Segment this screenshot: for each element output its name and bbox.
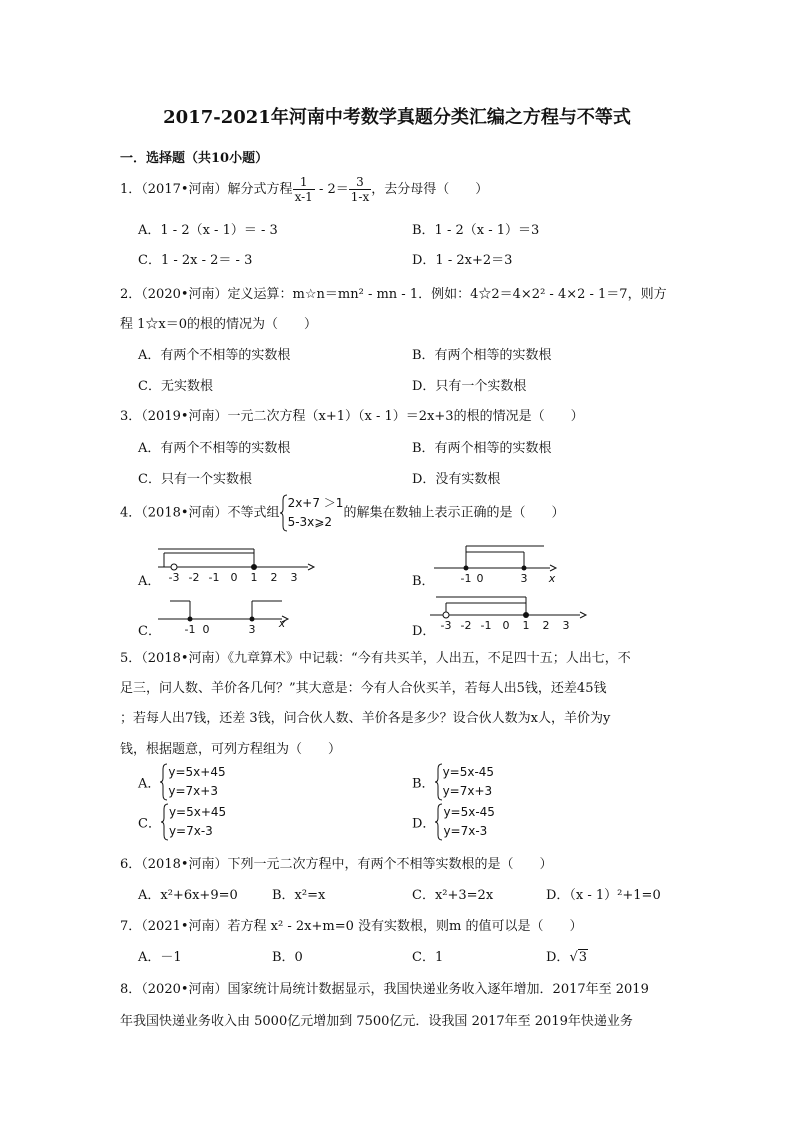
page-title: 2017-2021年河南中考数学真题分类汇编之方程与不等式	[163, 107, 631, 128]
option-b: B．有两个相等的实数根	[412, 348, 552, 363]
tick-label: 0	[202, 623, 210, 636]
tick-label: -3	[168, 571, 180, 584]
tick-label: 1	[522, 619, 530, 632]
question-stem: 定义运算：m☆n＝mn² - mn - 1．例如：4☆2＝4×2² - 4×2 - 1＝7，则方	[227, 287, 667, 302]
tick-label: -2	[460, 619, 472, 632]
tick-label: 2	[270, 571, 278, 584]
axis-variable: x	[278, 617, 286, 630]
equation-system: y=5x+45 y=7x+3	[160, 763, 225, 801]
option-a: A．有两个不相等的实数根	[138, 441, 291, 456]
question-5	[120, 647, 631, 666]
tick-label: 0	[476, 572, 484, 584]
question-number: 7．	[120, 919, 142, 934]
option-a: A．有两个不相等的实数根	[138, 348, 291, 363]
tick-label: 1	[250, 571, 258, 584]
question-stem: 一元二次方程（x+1）（x - 1）＝2x+3的根的情况是（ ）	[227, 409, 584, 424]
tick-label: -2	[188, 571, 200, 584]
square-root: √3	[569, 950, 588, 965]
option-b: B．x²=x	[272, 888, 326, 903]
option-d: D．√3	[546, 950, 588, 965]
tick-label: 2	[542, 619, 550, 632]
question-2-line-2: 程 1☆x＝0的根的情况为（ ）	[120, 317, 318, 332]
section-heading: 一．选择题（共10小题）	[120, 151, 269, 166]
question-source: （2018•河南）	[141, 857, 228, 872]
tick-label: -1	[480, 619, 492, 632]
question-2	[120, 283, 667, 302]
question-6	[120, 853, 553, 872]
number-line-a	[156, 545, 316, 585]
question-source: （2020•河南）	[141, 287, 228, 302]
option-b: B． y=5x-45 y=7x+3	[412, 763, 494, 801]
question-7	[120, 915, 582, 934]
question-source: （2020•河南）	[141, 982, 228, 997]
number-line-b	[432, 540, 562, 584]
question-5-line-4: 钱，根据题意，可列方程组为（ ）	[120, 742, 342, 757]
inequality-system: 2x+7 ＞1 5-3x⩾2	[280, 494, 344, 532]
question-5-line-3: ；若每人出7钱，还差 3钱，问合伙人数、羊价各是多少？设合伙人数为x人，羊价为y	[120, 711, 611, 726]
question-source: （2017•河南）	[141, 182, 228, 197]
option-c: C．x²+3=2x	[412, 888, 494, 903]
option-c: C．1	[412, 950, 444, 965]
question-8	[120, 978, 649, 997]
question-source: （2018•河南）	[141, 505, 228, 521]
option-b: B．	[412, 574, 435, 589]
question-stem: 不等式组	[227, 505, 280, 521]
option-b: B．1 - 2（x - 1）＝3	[412, 223, 540, 238]
tick-label: 3	[248, 623, 256, 636]
question-1: 1．（2017•河南）解分式方程 $\frac{1}{x-1}$ - 2＝ $\frac{3}{1-x}$ ，去分母得（ ）	[120, 175, 489, 204]
option-d: D．1 - 2x+2＝3	[412, 253, 513, 268]
option-a: A．	[138, 574, 161, 589]
question-stem: 若方程 x² - 2x+m=0 没有实数根，则m 的值可以是（ ）	[227, 919, 583, 934]
question-source: （2019•河南）	[141, 409, 228, 424]
brace-icon	[435, 803, 443, 841]
question-stem: 解分式方程	[227, 182, 293, 197]
question-number: 4．	[120, 505, 142, 521]
tick-label: 3	[562, 619, 570, 632]
question-number: 8．	[120, 982, 142, 997]
question-source: （2018•河南）	[141, 651, 228, 666]
option-c: C．1 - 2x - 2＝ - 3	[138, 253, 253, 268]
question-number: 6．	[120, 857, 142, 872]
option-c: C．无实数根	[138, 379, 213, 394]
option-d: D．（x - 1）²+1=0	[546, 888, 661, 903]
option-b: B．0	[272, 950, 303, 965]
question-number: 5．	[120, 651, 142, 666]
question-5-line-2: 足三，问人数、羊价各几何？”其大意是：今有人合伙买羊，若每人出5钱，还差45钱	[120, 681, 607, 696]
equation-system: y=5x+45 y=7x-3	[161, 803, 226, 841]
equation-system: y=5x-45 y=7x-3	[435, 803, 495, 841]
option-d: D． y=5x-45 y=7x-3	[412, 803, 495, 841]
number-line-d	[428, 593, 588, 633]
brace-icon	[280, 494, 288, 532]
question-4: 4．（2018•河南）不等式组 2x+7 ＞1 5-3x⩾2 的解集在数轴上表示正确的是（ ）	[120, 494, 564, 532]
brace-icon	[435, 763, 443, 801]
option-b: B．有两个相等的实数根	[412, 441, 552, 456]
question-stem: 《九章算术》中记载：“今有共买羊，人出五，不足四十五；人出七，不	[227, 651, 631, 666]
option-a: A．－1	[138, 950, 182, 965]
option-a: A．1 - 2（x - 1）＝ - 3	[138, 223, 278, 238]
question-number: 3．	[120, 409, 142, 424]
tick-label: -1	[460, 572, 472, 584]
tick-label: 0	[230, 571, 238, 584]
option-a: A． y=5x+45 y=7x+3	[138, 763, 226, 801]
option-d: D．	[412, 624, 436, 639]
question-number: 1．	[120, 182, 142, 197]
tick-label: 0	[502, 619, 510, 632]
brace-icon	[161, 803, 169, 841]
option-d: D．没有实数根	[412, 472, 501, 487]
brace-icon	[160, 763, 168, 801]
option-c: C．只有一个实数根	[138, 472, 252, 487]
question-source: （2021•河南）	[141, 919, 228, 934]
question-stem: 下列一元二次方程中，有两个不相等实数根的是（ ）	[227, 857, 553, 872]
question-3	[120, 405, 584, 424]
tick-label: -1	[208, 571, 220, 584]
option-d: D．只有一个实数根	[412, 379, 527, 394]
fraction: $\frac{1}{x-1}$	[294, 175, 313, 204]
option-c: C．	[138, 624, 161, 639]
tick-label: 3	[520, 572, 528, 584]
number-line-c	[156, 595, 296, 639]
question-8-line-2: 年我国快递业务收入由 5000亿元增加到 7500亿元．设我国 2017年至 2019年快递业务	[120, 1014, 633, 1029]
tick-label: -1	[184, 623, 196, 636]
question-stem: 国家统计局统计数据显示，我国快递业务收入逐年增加．2017年至 2019	[227, 982, 649, 997]
tick-label: -3	[440, 619, 452, 632]
equation-system: y=5x-45 y=7x+3	[435, 763, 495, 801]
option-c: C． y=5x+45 y=7x-3	[138, 803, 226, 841]
fraction: $\frac{3}{1-x}$	[350, 175, 370, 204]
option-a: A．x²+6x+9=0	[138, 888, 238, 903]
question-number: 2．	[120, 287, 142, 302]
tick-label: 3	[290, 571, 298, 584]
axis-variable: x	[548, 572, 556, 584]
